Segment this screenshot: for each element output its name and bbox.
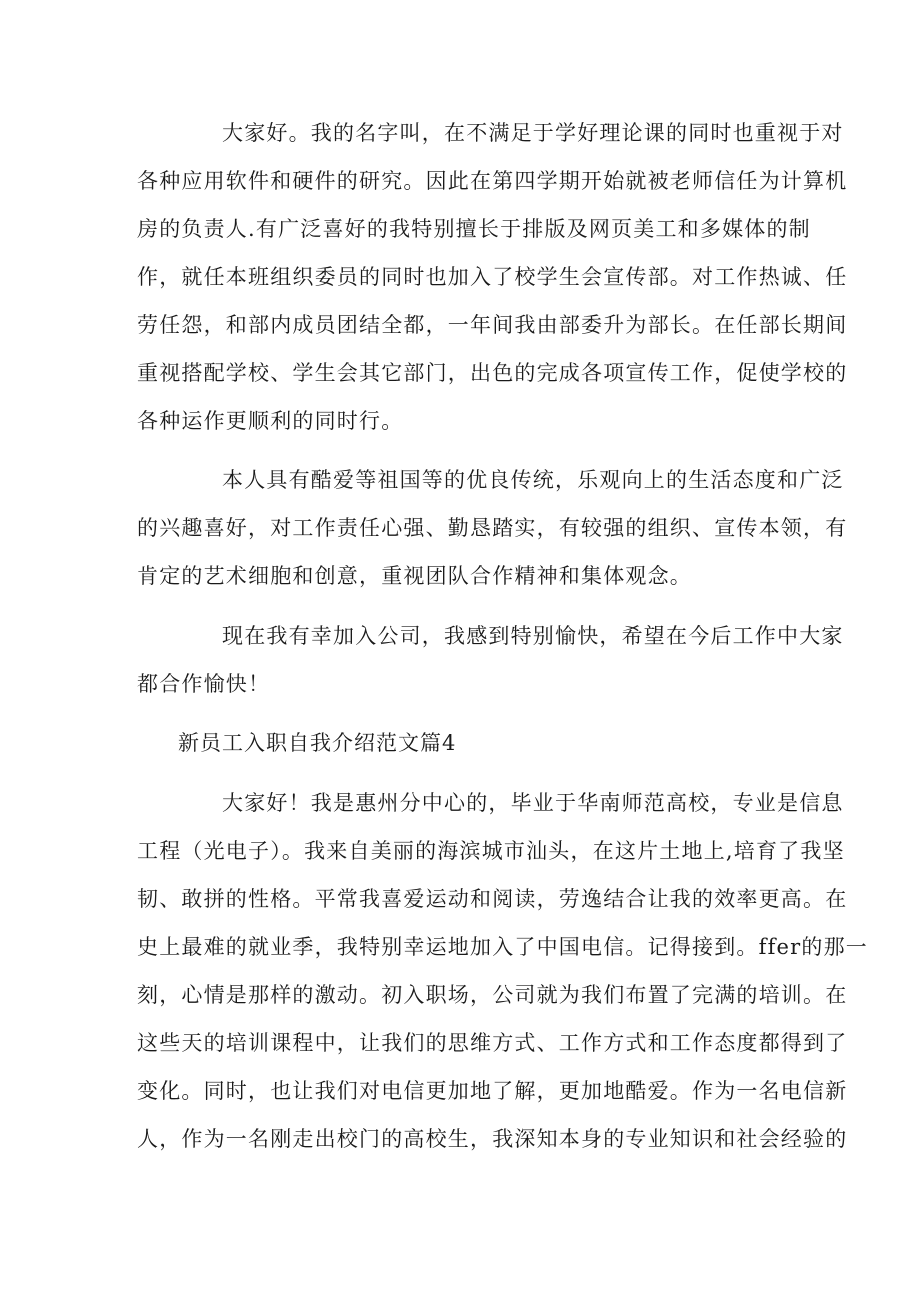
- paragraph-3-line-2: 都合作愉快！: [137, 672, 271, 696]
- paragraph-1-line-1: 大家好。我的名字叫，在不满足于学好理论课的同时也重视于对: [222, 121, 844, 145]
- paragraph-2-line-1: 本人具有酷爱等祖国等的优良传统，乐观向上的生活态度和广泛: [222, 468, 844, 492]
- paragraph-1-line-6: 重视搭配学校、学生会其它部门，出色的完成各项宣传工作，促使学校的: [137, 361, 848, 385]
- paragraph-4-line-1: 大家好！我是惠州分中心的，毕业于华南师范高校，专业是信息: [222, 791, 844, 815]
- paragraph-4-line-6: 这些天的培训课程中，让我们的思维方式、工作方式和工作态度都得到了: [137, 1031, 848, 1055]
- paragraph-3-line-1: 现在我有幸加入公司，我感到特别愉快，希望在今后工作中大家: [222, 624, 844, 648]
- paragraph-1-line-5: 劳任怨，和部内成员团结全都，一年间我由部委升为部长。在任部长期间: [137, 313, 848, 337]
- paragraph-4-line-7: 变化。同时，也让我们对电信更加地了解，更加地酷爱。作为一名电信新: [137, 1079, 848, 1103]
- paragraph-1-line-4: 作，就任本班组织委员的同时也加入了校学生会宣传部。对工作热诚、任: [137, 265, 848, 289]
- paragraph-1-line-2: 各种应用软件和硬件的研究。因此在第四学期开始就被老师信任为计算机: [137, 169, 848, 193]
- paragraph-1-line-3: 房的负责人.有广泛喜好的我特别擅长于排版及网页美工和多媒体的制: [137, 217, 811, 241]
- paragraph-4-line-2: 工程（光电子）。我来自美丽的海滨城市汕头，在这片土地上,培育了我坚: [137, 839, 845, 863]
- paragraph-4-line-5: 刻，心情是那样的激动。初入职场，公司就为我们布置了完满的培训。在: [137, 983, 848, 1007]
- section-heading: 新员工入职自我介绍范文篇4: [178, 731, 457, 755]
- paragraph-4-line-4: 史上最难的就业季，我特别幸运地加入了中国电信。记得接到。ffer的那一: [137, 935, 869, 959]
- paragraph-2-line-2: 的兴趣喜好，对工作责任心强、勤恳踏实，有较强的组织、宣传本领，有: [137, 516, 848, 540]
- paragraph-2-line-3: 肯定的艺术细胞和创意，重视团队合作精神和集体观念。: [137, 564, 692, 588]
- paragraph-4-line-8: 人，作为一名刚走出校门的高校生，我深知本身的专业知识和社会经验的: [137, 1127, 848, 1151]
- paragraph-1-line-7: 各种运作更顺利的同时行。: [137, 409, 404, 433]
- paragraph-4-line-3: 韧、敢拼的性格。平常我喜爱运动和阅读，劳逸结合让我的效率更高。在: [137, 887, 848, 911]
